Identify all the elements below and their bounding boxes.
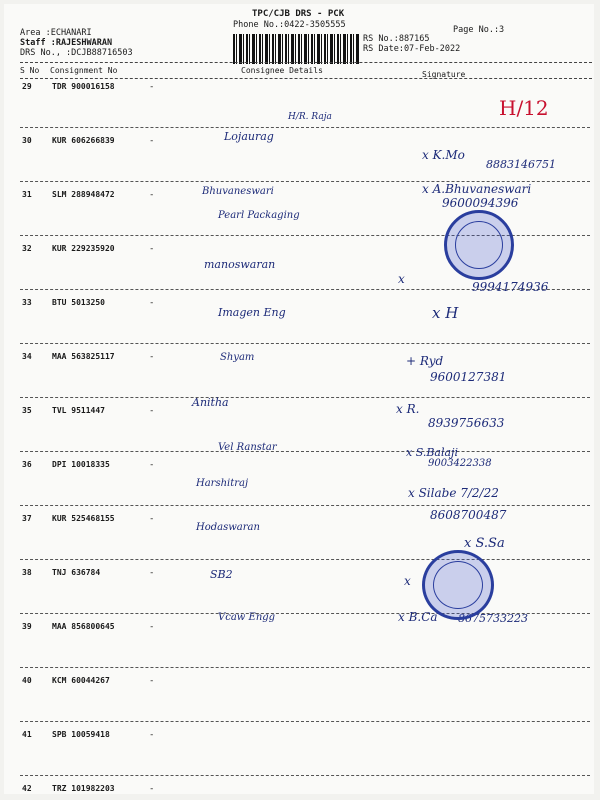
postal-stamp xyxy=(422,550,494,620)
row-sno: 40 xyxy=(22,676,32,685)
document-title: TPC/CJB DRS - PCK xyxy=(252,9,345,19)
row-consignment-no: TNJ 636784 xyxy=(52,568,101,577)
row-consignee-handwriting: Hodaswaran xyxy=(196,522,260,533)
table-row xyxy=(4,258,594,344)
row-sno: 31 xyxy=(22,190,32,199)
row-phone: 8939756633 xyxy=(428,416,505,430)
row-consignment-no: DPI 10018335 xyxy=(52,460,110,469)
row-consignee-handwriting: SB2 xyxy=(210,568,233,581)
row-consignment-no: BTU 5013250 xyxy=(52,298,105,307)
row-sno: 30 xyxy=(22,136,32,145)
row-signature: x K.Mo xyxy=(422,148,465,162)
row-consignee-handwriting: Lojaurag xyxy=(224,130,274,143)
col-header-sno: S No xyxy=(20,66,40,75)
row-dash: - xyxy=(149,460,155,470)
row-consignee-handwriting: Imagen Eng xyxy=(218,306,286,319)
rs-date: RS Date:07-Feb-2022 xyxy=(363,44,461,54)
row-sno: 37 xyxy=(22,514,32,523)
row-phone: 8675733223 xyxy=(458,612,528,625)
row-signature: x R. xyxy=(396,402,420,416)
row-dash: - xyxy=(149,298,155,308)
row30-note: H/R. Raja xyxy=(288,112,332,122)
row-consignment-no: SPB 10059418 xyxy=(52,730,110,739)
row-signature: x B.Ca xyxy=(398,610,438,624)
row-signature: x S.Balaji xyxy=(406,446,458,459)
row-consignee-handwriting: Anitha xyxy=(192,396,229,409)
header-divider-top xyxy=(20,62,592,63)
col-header-consignment: Consignment No xyxy=(50,66,118,75)
row-consignment-no: KUR 229235920 xyxy=(52,244,115,253)
row-signature: + Ryd xyxy=(406,354,444,368)
table-row xyxy=(4,128,594,182)
row-consignment-no: KCM 60044267 xyxy=(52,676,110,685)
area-label: Area :ECHANARI xyxy=(20,28,92,38)
row-dash: - xyxy=(149,406,155,416)
row-phone: 9003422338 xyxy=(428,458,492,469)
row-consignment-no: TDR 900016158 xyxy=(52,82,115,91)
row-consignment-no: MAA 856800645 xyxy=(52,622,115,631)
row-phone: 9994174936 xyxy=(472,280,549,294)
red-page-mark: H/12 xyxy=(499,96,549,120)
row-consignee-handwriting: Shyam xyxy=(220,352,255,363)
rs-number: RS No.:887165 xyxy=(363,34,430,44)
row-sno: 38 xyxy=(22,568,32,577)
col-header-consignee: Consignee Details xyxy=(241,66,323,75)
row-sno: 41 xyxy=(22,730,32,739)
row-consignee-handwriting: Harshitraj xyxy=(196,478,249,489)
row-sno: 34 xyxy=(22,352,32,361)
row-consignee-handwriting: manoswaran xyxy=(204,258,276,271)
row-dash: - xyxy=(149,244,155,254)
row-dash: - xyxy=(149,82,155,92)
row-signature: x H xyxy=(432,304,459,322)
row-sno: 29 xyxy=(22,82,32,91)
row-signature: x xyxy=(404,574,411,588)
row-consignee-handwriting: Vel Ranstar xyxy=(218,442,277,453)
row-consignee-handwriting: Pearl Packaging xyxy=(218,210,300,221)
table-row xyxy=(4,776,594,792)
drs-number: DRS No., :DCJB88716503 xyxy=(20,48,133,58)
row-phone: 8883146751 xyxy=(486,158,556,171)
row-sno: 35 xyxy=(22,406,32,415)
phone-number: Phone No.:0422-3505555 xyxy=(233,20,346,30)
row-sno: 42 xyxy=(22,784,32,793)
page-number: Page No.:3 xyxy=(453,25,505,35)
row-consignment-no: KUR 606266839 xyxy=(52,136,115,145)
col-header-signature: Signature xyxy=(422,70,466,79)
row-consignment-no: MAA 563825117 xyxy=(52,352,115,361)
row-dash: - xyxy=(149,514,155,524)
row-dash: - xyxy=(149,352,155,362)
barcode xyxy=(233,34,360,64)
row-consignment-no: KUR 525468155 xyxy=(52,514,115,523)
document-page xyxy=(4,4,594,794)
row-consignee-handwriting: Bhuvaneswari xyxy=(202,186,274,197)
row-dash: - xyxy=(149,190,155,200)
row-signature: x A.Bhuvaneswari xyxy=(422,182,532,196)
row-signature: x xyxy=(398,272,405,286)
row-sno: 39 xyxy=(22,622,32,631)
row-dash: - xyxy=(149,676,155,686)
row-sno: 32 xyxy=(22,244,32,253)
row-consignment-no: TVL 9511447 xyxy=(52,406,105,415)
staff-label: Staff :RAJESHWARAN xyxy=(20,38,113,48)
row-sno: 36 xyxy=(22,460,32,469)
row-consignee-handwriting: Vcaw Engg xyxy=(218,612,276,623)
row-signature: x Silabe 7/2/22 xyxy=(408,486,499,500)
row-dash: - xyxy=(149,622,155,632)
row-phone: 8608700487 xyxy=(430,508,507,522)
row-dash: - xyxy=(149,568,155,578)
row-dash: - xyxy=(149,136,155,146)
row-phone: 9600127381 xyxy=(430,370,507,384)
row-phone: 9600094396 xyxy=(442,196,519,210)
row-consignment-no: TRZ 101982203 xyxy=(52,784,115,793)
row-sno: 33 xyxy=(22,298,32,307)
row-signature: x S.Sa xyxy=(464,536,505,551)
company-stamp xyxy=(444,210,514,280)
row-dash: - xyxy=(149,784,155,794)
row-dash: - xyxy=(149,730,155,740)
row-consignment-no: SLM 288948472 xyxy=(52,190,115,199)
